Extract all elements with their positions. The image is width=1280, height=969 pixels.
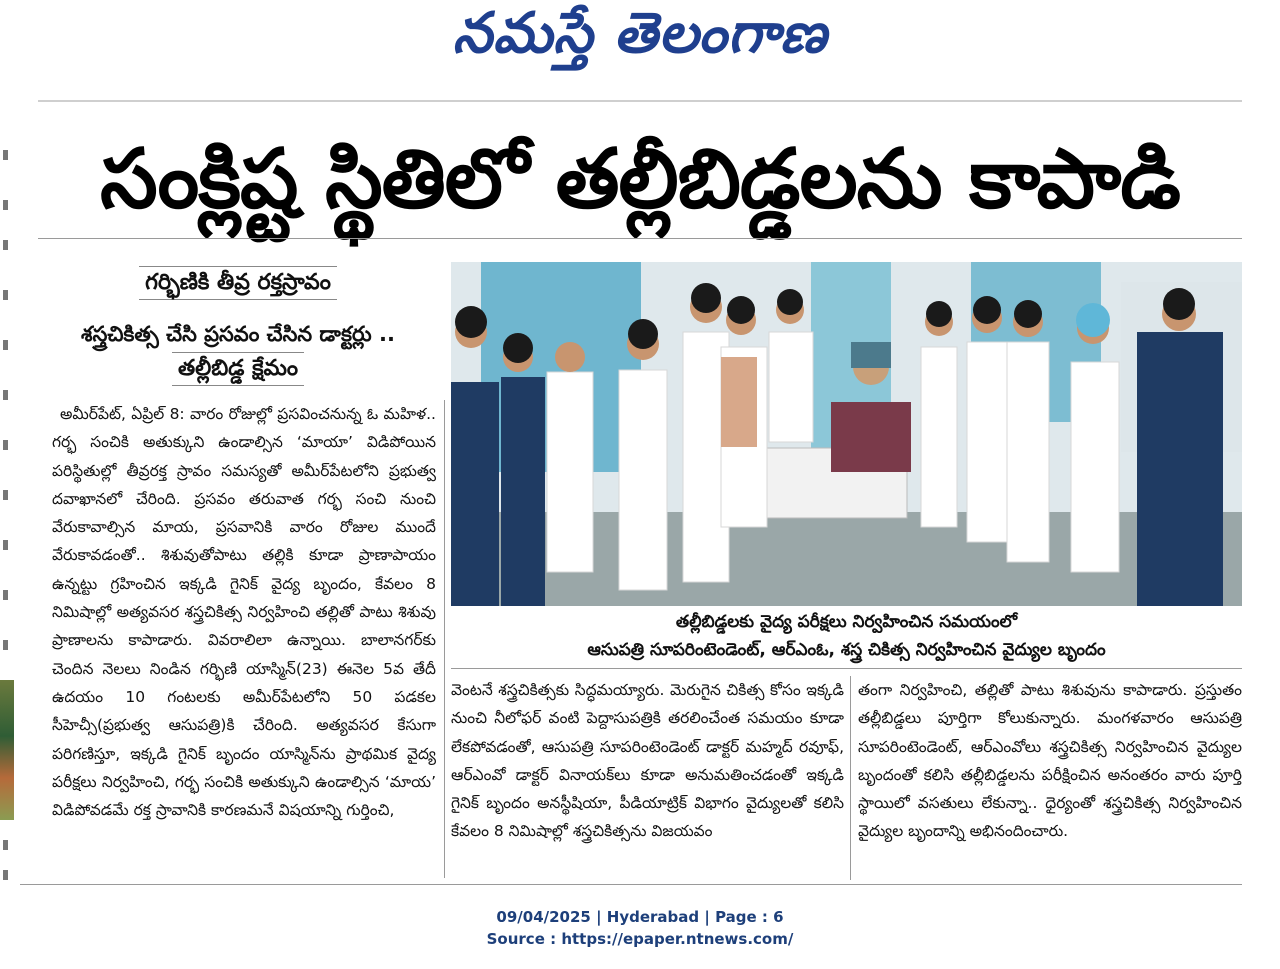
article-body-column-1: అమీర్‌పేట్, ఏప్రిల్ 8: వారం రోజుల్లో ప్రసవించనున్న ఓ మహిళ.. గర్భ సంచికి అతుక్కుని ఉండాల్సిన ‘మాయా’ విడిపోయిన పరిస్థితుల్లో తీవ్రరక్త స్రావం సమస్యతో అమీర్‌పేటలోని ప్రభుత్వ దవాఖానలో చేరింది. ప్రసవం తరువాత గర్భ సంచి నుంచి వేరుకావాల్సిన మాయ, ప్రసవానికి వారం రోజుల ముందే వేరుకావడంతో.. శిశువుతోపాటు తల్లికి కూడా ప్రాణాపాయం ఉన్నట్టు గ్రహించిన ఇక్కడి గైనిక్ వైద్య బృందం, కేవలం 8 నిమిషాల్లో అత్యవసర శస్త్రచికిత్స నిర్వహించి తల్లితో పాటు శిశువు ప్రాణాలను కాపాడారు. వివరాలిలా ఉన్నాయి. బాలానగర్‌కు చెందిన నెలలు నిండిన గర్భిణి యాస్మిన్(23) ఈనెల 5వ తేదీ ఉదయం 10 గంటలకు అమీర్‌పేటలోని 50 పడకల సీహెచ్సీ(ప్రభుత్వ ఆసుపత్రి)కి చేరింది. అత్యవసర కేసుగా పరిగణిస్తూ, ఇక్కడి గైనిక్ బృందం యాస్మిన్‌ను ప్రాథమిక వైద్య పరీక్షలు నిర్వహించి, గర్భ సంచికి అతుక్కుని ఉండాల్సిన ‘మాయ’ విడిపోవడమే రక్త స్రావానికి కారణమనే విషయాన్ని గుర్తించి, (52, 405, 436, 820)
article-body-column-2: వెంటనే శస్త్రచికిత్సకు సిద్ధమయ్యారు. మెరుగైన చికిత్స కోసం ఇక్కడి నుంచి నీలోఫర్ వంటి పెద్దాసుపత్రికి తరలించేంత సమయం కూడా లేకపోవడంతో, ఆసుపత్రి సూపరింటెండెంట్ డాక్టర్ మహ్మద్ రవూఫ్, ఆర్‌ఎంవో డాక్టర్ వినాయక్‌లు కూడా అనుమతించడంతో ఇక్కడి గైనిక్ బృందం అనస్థీషియా, పీడియాట్రిక్ విభాగం వైద్యులతో కలిసి కేవలం 8 నిమిషాల్లో శస్త్రచికిత్సను విజయవం (451, 681, 844, 841)
caption-rule (451, 668, 1242, 669)
column-divider-2 (850, 676, 851, 880)
page-bottom-rule (20, 884, 1242, 885)
masthead-rule (38, 100, 1242, 102)
deck-line-1 (38, 266, 438, 300)
article-body-column-3: తంగా నిర్వహించి, తల్లితో పాటు శిశువును కాపాడారు. ప్రస్తుతం తల్లీబిడ్డలు పూర్తిగా కోలుకున్నారు. మంగళవారం ఆసుపత్రి సూపరింటెండెంట్, ఆర్‌ఎంవోలు శస్త్రచికిత్స నిర్వహించిన వైద్యుల బృందంతో కలిసి తల్లీబిడ్డలను పరీక్షించిన అనంతరం వారు పూర్తి స్థాయిలో వసతులు లేకున్నా.. ధైర్యంతో శస్త్రచికిత్స నిర్వహించిన వైద్యుల బృందాన్ని అభినందించారు. (858, 681, 1242, 841)
adjacent-page-edge (0, 140, 14, 900)
photo-caption (451, 608, 1242, 664)
footer-dateline: 09/04/2025 | Hyderabad | Page : 6 (496, 908, 784, 926)
caption-line-1: తల్లీబిడ్డలకు వైద్య పరీక్షలు నిర్వహించిన సమయంలో (675, 612, 1018, 632)
deck-highlight-3: తల్లీబిడ్డ క్షేమం (172, 352, 304, 386)
footer-source: Source : https://epaper.ntnews.com/ (486, 930, 794, 948)
headline-rule (38, 238, 1242, 239)
deck-highlight-1: గర్భిణికి తీవ్ర రక్తస్రావం (139, 266, 337, 300)
newspaper-title: నమస్తే తెలంగాణ (452, 0, 828, 66)
deck-line-3 (38, 352, 438, 386)
deck-line-2: శస్త్రచికిత్స చేసి ప్రసవం చేసిన డాక్టర్లు .. (81, 322, 395, 346)
masthead (0, 0, 1280, 76)
column-divider-1 (444, 400, 445, 878)
photo-illustration (451, 262, 1242, 606)
caption-line-2: ఆసుపత్రి సూపరింటెండెంట్, ఆర్‌ఎంఓ, శస్త్ర చికిత్స నిర్వహించిన వైద్యుల బృందం (587, 640, 1106, 660)
article-photo (451, 262, 1242, 606)
article-headline: సంక్లిష్ట స్థితిలో తల్లీబిడ్డలను కాపాడి (100, 132, 1180, 227)
